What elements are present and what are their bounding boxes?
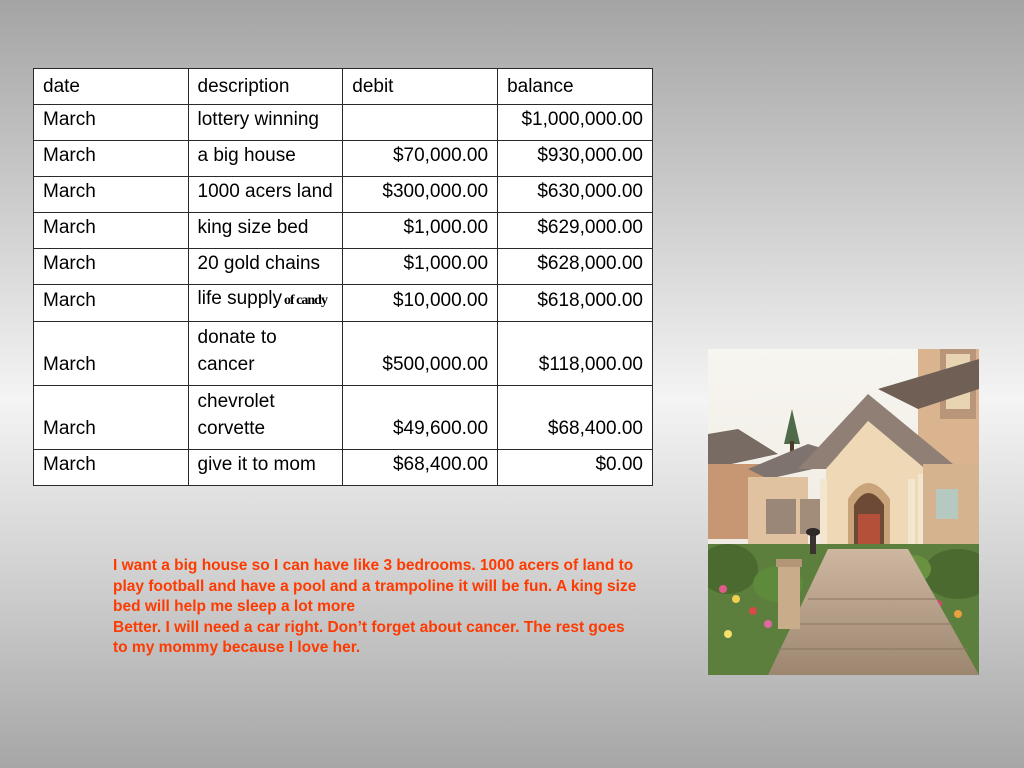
cell-description — [188, 285, 343, 322]
explanation-note — [113, 556, 643, 659]
cell-description: give it to mom — [188, 450, 343, 486]
cell-balance: $0.00 — [498, 450, 653, 486]
header-balance: balance — [498, 69, 653, 105]
table-row — [34, 322, 653, 386]
cell-description: 1000 acers land — [188, 177, 343, 213]
table-header-row — [34, 69, 653, 105]
description-line-2: cancer — [197, 354, 255, 375]
cell-description — [188, 322, 343, 386]
note-paragraph-2: Better. I will need a car right. Don’t forget about cancer. The rest goes to my mommy because I love her. — [113, 618, 625, 657]
cell-date: March — [34, 177, 189, 213]
cell-balance: $629,000.00 — [498, 213, 653, 249]
cell-description: a big house — [188, 141, 343, 177]
table-row — [34, 141, 653, 177]
cell-balance: $628,000.00 — [498, 249, 653, 285]
note-paragraph-1: I want a big house so I can have like 3 bedrooms. 1000 acers of land to play football and have a pool and a trampoline it will be fun. A king size bed will help me sleep a lot more — [113, 557, 637, 616]
cell-debit: $1,000.00 — [343, 213, 498, 249]
description-suffix: of candy — [284, 293, 327, 308]
cell-date: March — [34, 141, 189, 177]
table-row — [34, 450, 653, 486]
house-illustration — [708, 349, 979, 675]
cell-date: March — [34, 322, 189, 386]
cell-description — [188, 386, 343, 450]
cell-description: 20 gold chains — [188, 249, 343, 285]
cell-date: March — [34, 386, 189, 450]
cell-debit: $10,000.00 — [343, 285, 498, 322]
cell-debit: $1,000.00 — [343, 249, 498, 285]
table-row — [34, 285, 653, 322]
cell-debit: $68,400.00 — [343, 450, 498, 486]
table-row — [34, 105, 653, 141]
description-text: life supply — [197, 288, 283, 309]
cell-date: March — [34, 450, 189, 486]
table-row — [34, 386, 653, 450]
cell-date: March — [34, 285, 189, 322]
table-row — [34, 213, 653, 249]
cell-description: lottery winning — [188, 105, 343, 141]
table-row — [34, 249, 653, 285]
cell-balance: $930,000.00 — [498, 141, 653, 177]
cell-date: March — [34, 105, 189, 141]
table-row — [34, 177, 653, 213]
cell-balance: $630,000.00 — [498, 177, 653, 213]
cell-date: March — [34, 249, 189, 285]
ledger-table — [33, 68, 653, 486]
header-debit: debit — [343, 69, 498, 105]
cell-debit: $500,000.00 — [343, 322, 498, 386]
cell-debit: $49,600.00 — [343, 386, 498, 450]
cell-balance: $1,000,000.00 — [498, 105, 653, 141]
description-line-2: corvette — [197, 418, 266, 439]
cell-description: king size bed — [188, 213, 343, 249]
description-line-1: donate to — [197, 327, 277, 348]
cell-date: March — [34, 213, 189, 249]
header-description: description — [188, 69, 343, 105]
description-line-1: chevrolet — [197, 391, 275, 412]
house-photo — [708, 349, 979, 675]
header-date: date — [34, 69, 189, 105]
cell-debit — [343, 105, 498, 141]
cell-balance: $618,000.00 — [498, 285, 653, 322]
cell-balance: $118,000.00 — [498, 322, 653, 386]
cell-debit: $300,000.00 — [343, 177, 498, 213]
cell-debit: $70,000.00 — [343, 141, 498, 177]
cell-balance: $68,400.00 — [498, 386, 653, 450]
